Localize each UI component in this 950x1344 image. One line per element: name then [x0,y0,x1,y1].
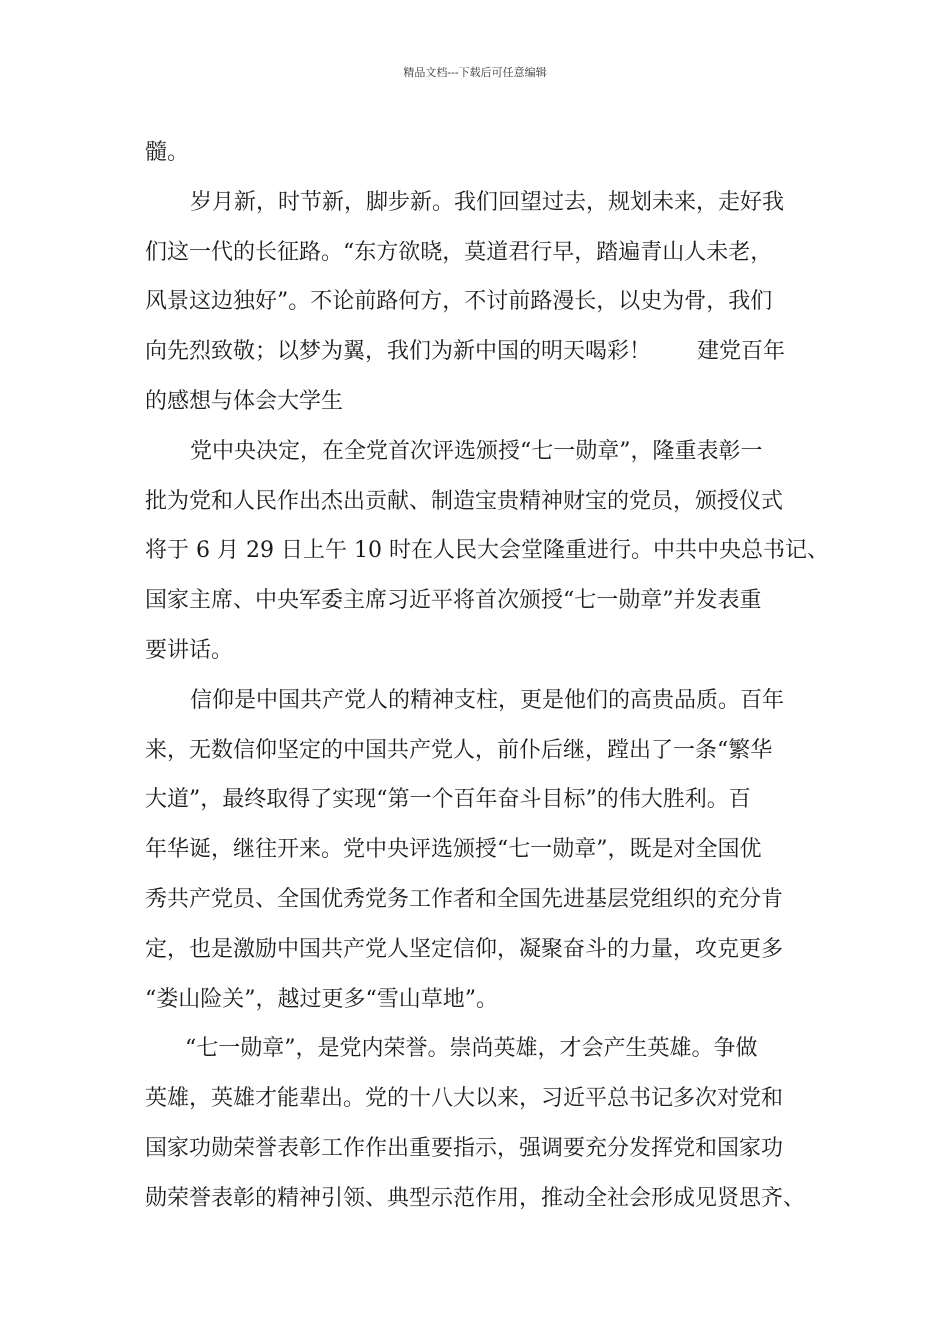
text-line: 要讲话。 [145,637,234,663]
text-line: 来，无数信仰坚定的中国共产党人，前仆后继，蹚出了一条“繁华 [145,737,773,763]
text-line: 髓。 [145,140,190,165]
section-title-start: 建党百年 [697,339,786,365]
text-line: 国家主席、中央军委主席习近平将首次颁授“七一勋章”并发表重 [145,588,762,614]
text-line: 批为党和人民作出杰出贡献、制造宝贵精神财宝的党员，颁授仪式 [145,488,784,514]
document-body [145,128,829,1224]
text-line: 信仰是中国共产党人的精神支柱，更是他们的高贵品质。百年 [190,687,785,713]
text-line: “娄山险关”，越过更多“雪山草地”。 [145,986,498,1012]
text-line: 党中央决定，在全党首次评选颁授“七一勋章”，隆重表彰一 [190,438,763,464]
text-line: “七一勋章”，是党内荣誉。崇尚英雄，才会产生英雄。争做 [185,1036,758,1062]
text-line: 大道”，最终取得了实现“第一个百年奋斗目标”的伟大胜利。百 [145,787,751,813]
text-line: 秀共产党员、全国优秀党务工作者和全国先进基层党组织的充分肯 [145,886,784,912]
text-line: 定，也是激励中国共产党人坚定信仰，凝聚奋斗的力量，攻克更多 [145,936,784,962]
text-line: 们这一代的长征路。“东方欲晓，莫道君行早，踏遍青山人未老， [145,239,773,265]
section-title-end: 的感想与体会大学生 [145,388,344,414]
text-line: 岁月新，时节新，脚步新。我们回望过去，规划未来，走好我 [190,189,785,215]
text-line: 将于 6 月 29 日上午 10 时在人民大会堂隆重进行。中共中央总书记、 [145,538,829,564]
page-header: 精品文档---下载后可任意编辑 [403,66,547,79]
text-line: 风景这边独好”。不论前路何方，不讨前路漫长，以史为骨，我们 [145,289,773,315]
text-line: 向先烈致敬；以梦为翼，我们为新中国的明天喝彩！ 建党百年 [145,339,786,365]
text-line: 勋荣誉表彰的精神引领、典型示范作用，推动全社会形成见贤思齐、 [145,1185,806,1211]
text-line: 英雄，英雄才能辈出。党的十八大以来，习近平总书记多次对党和 [145,1086,784,1112]
text-line: 国家功勋荣誉表彰工作作出重要指示，强调要充分发挥党和国家功 [145,1135,784,1161]
text-line: 年华诞，继往开来。党中央评选颁授“七一勋章”，既是对全国优 [145,837,762,863]
